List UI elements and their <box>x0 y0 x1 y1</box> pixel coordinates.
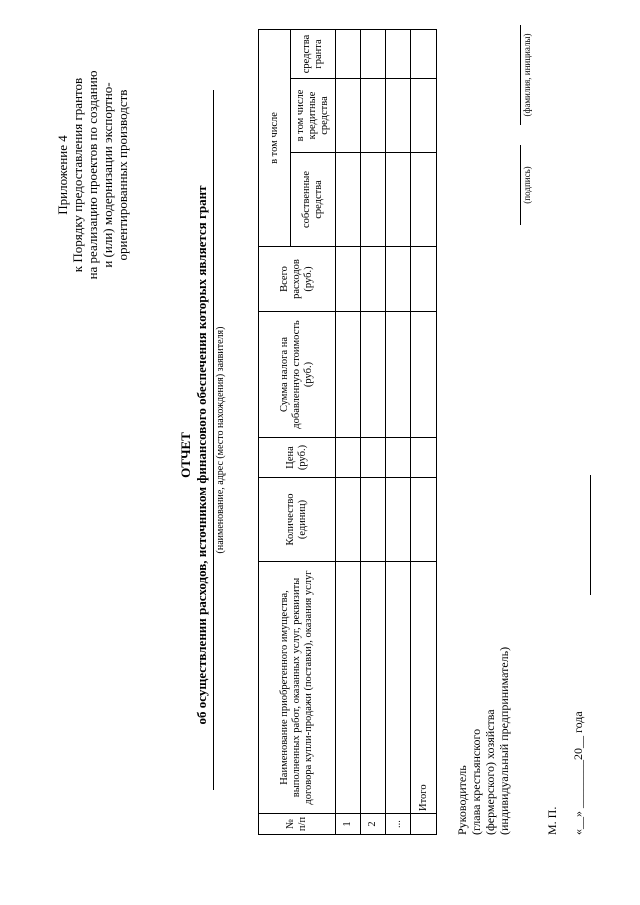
header-num: № п/п <box>259 814 336 835</box>
header-price: Цена (руб.) <box>259 438 336 478</box>
row-number: ... <box>386 814 411 835</box>
name-caption: (фамилия, инициалы) <box>520 25 532 125</box>
header-credit-funds: в том числе кредитные средства <box>291 79 336 153</box>
row-number: 1 <box>336 814 361 835</box>
applicant-caption: (наименование, адрес (место нахождения) заявителя) <box>215 326 226 554</box>
table-row <box>336 29 361 834</box>
report-table <box>258 29 437 835</box>
appendix-line: к Порядку предоставления грантов <box>70 77 85 273</box>
total-label: Итого <box>411 562 437 814</box>
role-line: (глава крестьянского <box>469 728 483 835</box>
header-vat: Сумма налога на добавленную стоимость (руб.) <box>259 312 336 438</box>
total-row <box>411 29 437 834</box>
role-line: (индивидуальный предприниматель) <box>497 646 511 835</box>
signatory-role <box>455 647 511 835</box>
signature-caption: (подпись) <box>520 145 532 225</box>
appendix-line: и (или) модернизации экспортно- <box>100 82 115 268</box>
title-sub: об осуществлении расходов, источником финансового обеспечения которых является грант <box>194 185 209 725</box>
table-row <box>361 29 386 834</box>
appendix-line: ориентированных производств <box>115 89 130 261</box>
appendix-line: на реализацию проектов по созданию <box>85 70 100 280</box>
table-row <box>386 29 411 834</box>
role-line: Руководитель <box>455 765 469 835</box>
stamp-place: М. П. <box>545 806 559 835</box>
applicant-line <box>213 90 214 790</box>
role-line: (фермерского) хозяйства <box>483 709 497 835</box>
row-number: 2 <box>361 814 386 835</box>
appendix-note <box>55 25 130 325</box>
appendix-line: Приложение 4 <box>55 135 70 215</box>
header-qty: Количество (единиц) <box>259 478 336 562</box>
header-own-funds: собственные средства <box>291 153 336 247</box>
header-name: Наименование приобретенного имущества, выполненных работ, оказанных услуг, реквизиты договора купли-продажи (поставки), оказания услуг <box>259 562 336 814</box>
header-total: Всего расходов (руб.) <box>259 247 336 312</box>
header-grant-funds: средства гранта <box>291 29 336 78</box>
date-line: «__» ________20__ года <box>571 711 585 835</box>
blank-line <box>590 475 591 595</box>
header-including: в том числе <box>259 29 291 246</box>
report-title <box>178 155 210 755</box>
title-main: ОТЧЕТ <box>178 432 193 478</box>
